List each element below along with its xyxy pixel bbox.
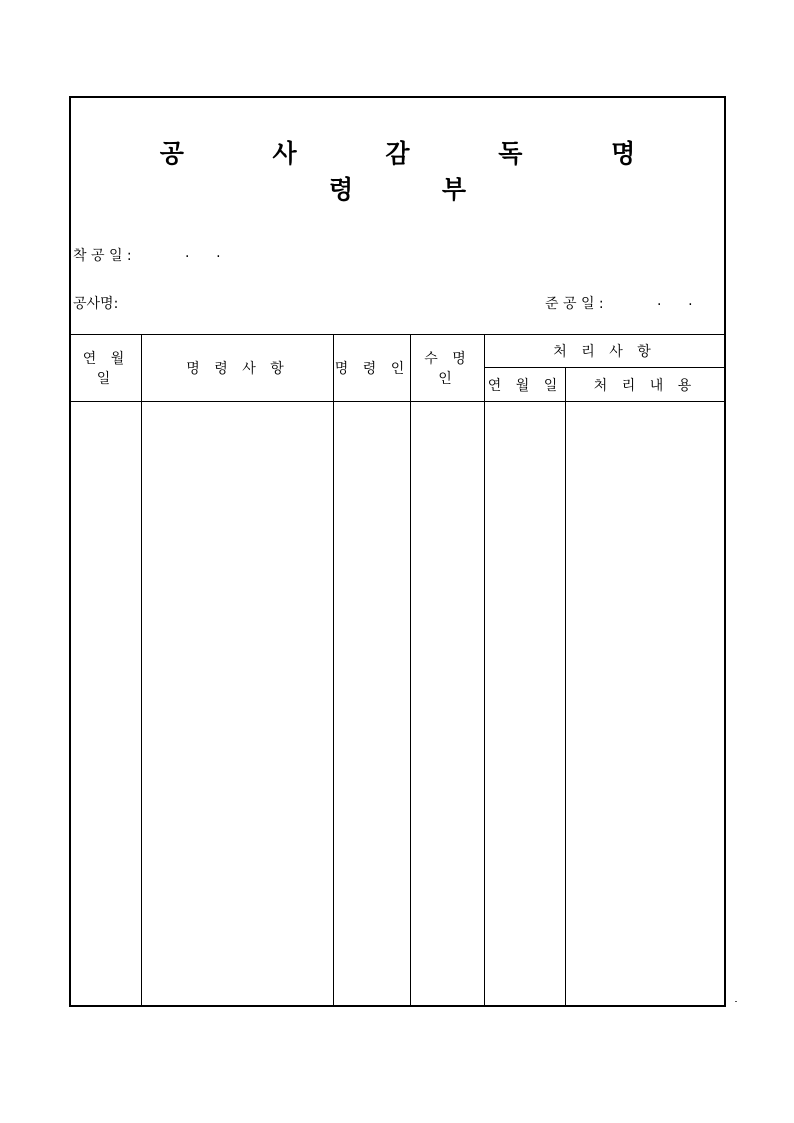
project-name-label: 공사명:	[73, 296, 119, 312]
header-processing-date: 연 월 일	[487, 377, 563, 394]
header-order-items: 명 령 사 항	[186, 360, 289, 377]
start-date-value: . .	[185, 245, 221, 261]
order-table	[71, 334, 724, 1005]
header-recipient: 수 명 인	[424, 350, 471, 387]
completion-date-label: 준 공 일 :	[545, 296, 604, 312]
page-mark	[735, 1001, 737, 1002]
header-processing-group: 처 리 사 항	[553, 343, 656, 360]
header-processing-content: 처 리 내 용	[593, 377, 697, 394]
start-date-label: 착 공 일 :	[73, 248, 132, 264]
header-date: 연 월 일	[82, 350, 130, 387]
header-orderer: 명 령 인	[334, 360, 410, 377]
document-frame	[69, 96, 726, 1007]
document-title: 공 사 감 독 명 령 부	[159, 139, 676, 204]
completion-date-value: . .	[657, 293, 693, 309]
table-body	[71, 402, 724, 1005]
